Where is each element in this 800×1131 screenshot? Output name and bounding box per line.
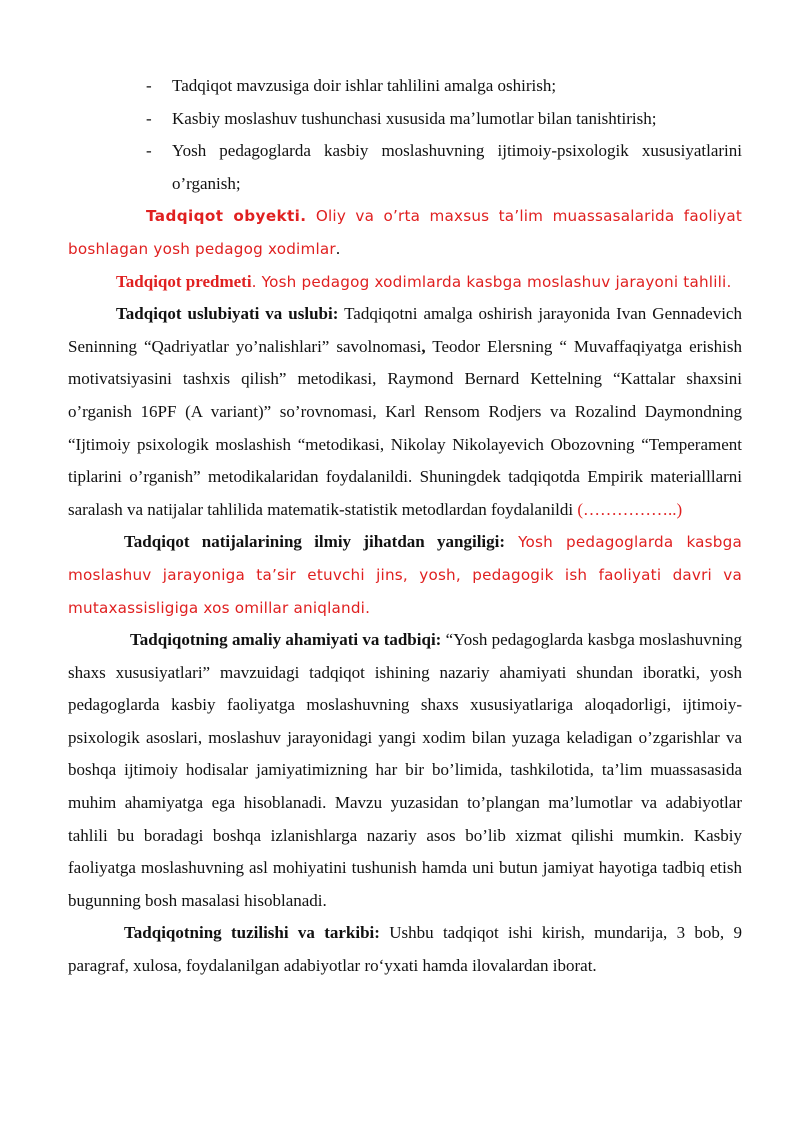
bullet-dash: - [146, 141, 152, 161]
uslub-label: Tadqiqot uslubiyati va uslubi: [116, 304, 339, 324]
predmet-text: . Yosh pedagog xodimlarda kasbga moslashuv jarayoni tahlili. [251, 272, 732, 291]
list-item-text: Tadqiqot mavzusiga doir ishlar tahlilini amalga oshirish; [172, 76, 557, 95]
ahamiyat-text: “Yosh pedagoglarda kasbga moslashuvning shaxs xususiyatlari” mavzuidagi tadqiqot ishining nazariy ahamiyati shundan iboratki, yosh pedagoglarda kasbiy faoliyatga moslashuvning shaxs xususiyatlariga aloqadorligi, ijtimoiy- psixologik asoslari, moslashuv jarayonidagi yangi xodim bilan yuzaga keladigan o’zgarishlar va boshqa ijtimoiy hodisalar jamiyatimizning har bir bo’limida, tashkilotida, ta’lim muassasasida muhim ahamiyatga ega hisoblanadi. Mavzu yuzasidan to’plangan ma’lumotlar va adabiyotlar tahlili bu boradagi boshqa izlanishlarga nazariy asos bo’lib xizmat qilishi mumkin. Kasbiy faoliyatga moslashuvning asl mohiyatini tushunish hamda uni butun jamiyat hayotiga tadbiq etish bugunning bosh masalasi hisoblanadi. [68, 630, 742, 910]
obyekt-label: Tadqiqot obyekti. [146, 207, 307, 226]
tuzilish-label: Tadqiqotning tuzilishi va tarkibi: [124, 923, 380, 943]
yangilik-label: Tadqiqot natijalarining ilmiy jihatdan yangiligi: [124, 532, 506, 552]
bullet-dash: - [146, 76, 152, 95]
list-item [146, 70, 742, 103]
uslub-text-1: Tadqiqotni amalga oshirish jarayonida Ivan Gennadevich Seninning “Qadriyatlar yo’nalishlari” savolnomasi [68, 304, 742, 356]
paragraph-obyekt [68, 200, 742, 265]
paragraph-tuzilish [68, 917, 742, 982]
paragraph-uslub [68, 298, 742, 526]
paragraph-ahamiyat [68, 624, 742, 917]
tuzilish-text: Ushbu tadqiqot ishi kirish, mundarija, 3 bob, 9 paragraf, xulosa, foydalanilgan adabiyotlar ro‘yxati hamda ilovalardan iborat. [68, 923, 742, 976]
predmet-label: Tadqiqot predmeti [116, 271, 252, 291]
yangilik-text: Yosh pedagoglarda kasbga moslashuv jarayoniga ta’sir etuvchi jins, yosh, pedagogik ish faoliyati davri va mutaxassisligiga xos omillar aniqlandi. [68, 533, 742, 617]
obyekt-end: . [335, 238, 341, 258]
uslub-citation: (……………..) [577, 499, 683, 519]
document-page [68, 70, 742, 983]
obyekt-text: Oliy va o’rta maxsus ta’lim muassasalarida faoliyat boshlagan yosh pedagog xodimlar [68, 207, 743, 258]
paragraph-yangilik [68, 526, 742, 624]
uslub-text-2: Teodor Elersning “ Muvaffaqiyatga erishish motivatsiyasini tashxis qilish” metodikasi, Raymond Bernard Kettelning “Kattalar shaxsini o’rganish 16PF (A variant)” so’rovnomasi, Karl Rensom Rodjers va Rozalind Daymondning “Ijtimoiy psixologik moslashish “metodikasi, Nikolay Nikolayevich Obozovning “Temperament tiplarini o’rganish” metodikalaridan foydalanildi. Shuningdek tadqiqotda Empirik materialllarni saralash va natijalar tahlilida matematik-statistik metodlardan foydalanildi [68, 336, 742, 519]
uslub-comma: , [421, 336, 426, 356]
list-item-text: Yosh pedagoglarda kasbiy moslashuvning ijtimoiy-psixologik xususiyatlarini o’rganish; [172, 141, 742, 193]
list-item [146, 103, 742, 136]
ahamiyat-label: Tadqiqotning amaliy ahamiyati va tadbiqi: [130, 630, 442, 650]
bullet-dash: - [146, 108, 152, 128]
list-item-text: Kasbiy moslashuv tushunchasi xususida maʼlumotlar bilan tanishtirish; [172, 108, 657, 128]
list-item [146, 135, 742, 200]
paragraph-predmet [68, 266, 742, 299]
